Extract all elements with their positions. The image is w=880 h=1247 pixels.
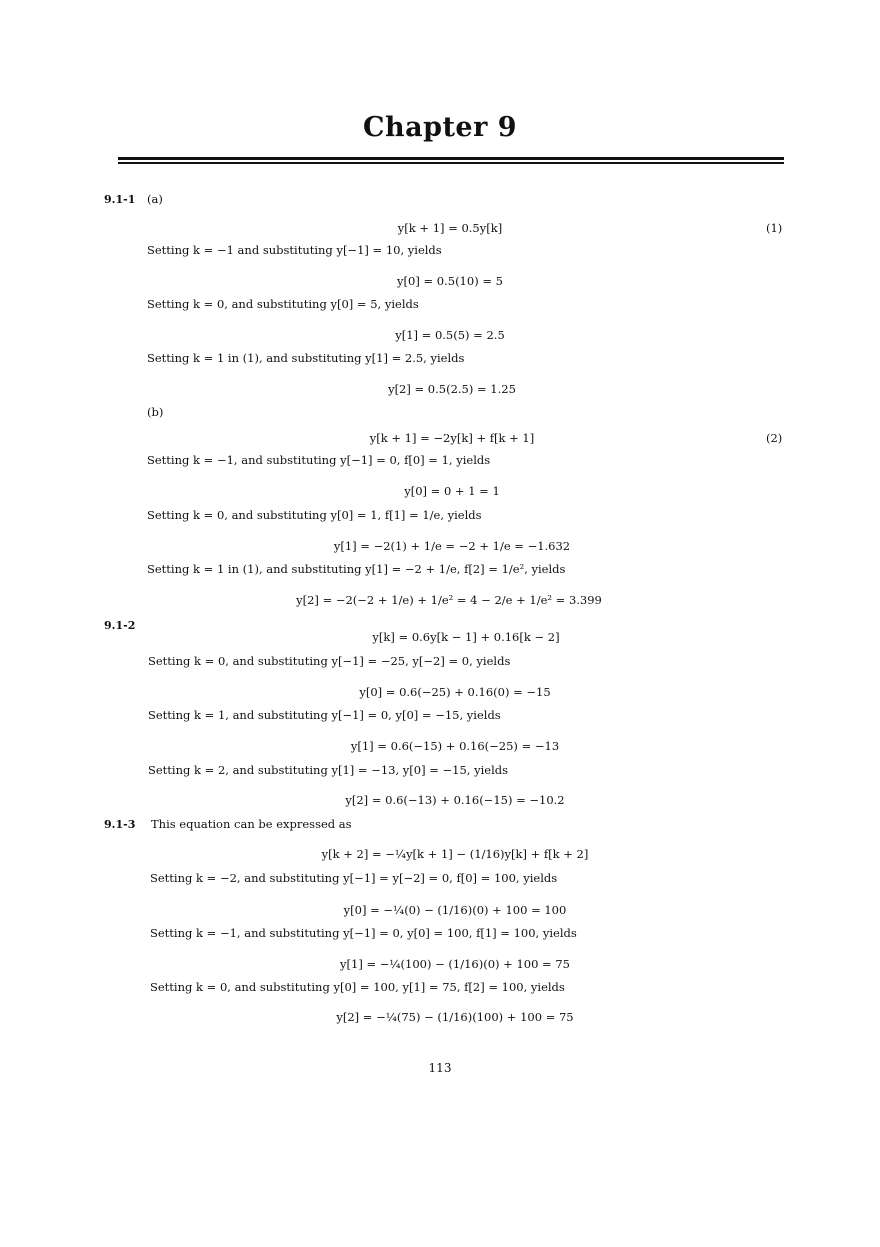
problem-label-9-1-1: 9.1-1 [104,193,136,206]
equation-2-3: y[2] = 0.6(−13) + 0.16(−15) = −10.2 [345,793,565,807]
step-text-b-2: Setting k = 0, and substituting y[0] = 1, f[1] = 1/e, yields [147,508,482,522]
equation-2-2: y[1] = 0.6(−15) + 0.16(−25) = −13 [350,739,560,753]
step-text-2-1: Setting k = 0, and substituting y[−1] = −25, y[−2] = 0, yields [148,654,511,668]
step-text-a-3: Setting k = 1 in (1), and substituting y[1] = 2.5, yields [147,351,465,365]
equation-2-main: y[k] = 0.6y[k − 1] + 0.16[k − 2] [372,630,560,644]
step-text-3-3: Setting k = 0, and substituting y[0] = 100, y[1] = 75, f[2] = 100, yields [150,980,565,994]
step-text-b-3: Setting k = 1 in (1), and substituting y[1] = −2 + 1/e, f[2] = 1/e², yields [147,562,566,576]
equation-a-1: y[k + 1] = 0.5y[k] [397,221,503,235]
equation-3-main: y[k + 2] = −¼y[k + 1] − (1/16)y[k] + f[k + 2] [321,847,589,861]
equation-a-2: y[0] = 0.5(10) = 5 [397,274,503,288]
equation-b-1: y[k + 1] = −2y[k] + f[k + 1] [369,431,535,445]
chapter-title: Chapter 9 [362,112,518,143]
equation-b-2: y[0] = 0 + 1 = 1 [404,484,500,498]
step-text-2-3: Setting k = 2, and substituting y[1] = −13, y[0] = −15, yields [148,763,509,777]
intro-text-3: This equation can be expressed as [151,817,352,831]
part-b-label: (b) [147,405,164,419]
equation-3-3: y[2] = −¼(75) − (1/16)(100) + 100 = 75 [336,1010,574,1024]
equation-number-2: (2) [766,431,783,445]
equation-b-3: y[1] = −2(1) + 1/e = −2 + 1/e = −1.632 [333,539,571,553]
title-rule-thin [118,162,784,164]
problem-label-9-1-3: 9.1-3 [104,818,136,831]
title-rule-thick [118,157,784,160]
part-a-label: (a) [147,192,163,206]
step-text-a-1: Setting k = −1 and substituting y[−1] = 10, yields [147,243,442,257]
page-number: 113 [428,1061,452,1075]
equation-a-4: y[2] = 0.5(2.5) = 1.25 [388,382,516,396]
equation-3-1: y[0] = −¼(0) − (1/16)(0) + 100 = 100 [343,903,567,917]
equation-a-3: y[1] = 0.5(5) = 2.5 [395,328,505,342]
step-text-2-2: Setting k = 1, and substituting y[−1] = 0, y[0] = −15, yields [148,708,501,722]
equation-3-2: y[1] = −¼(100) − (1/16)(0) + 100 = 75 [340,957,570,971]
problem-label-9-1-2: 9.1-2 [104,619,136,632]
step-text-a-2: Setting k = 0, and substituting y[0] = 5, yields [147,297,419,311]
step-text-3-2: Setting k = −1, and substituting y[−1] = 0, y[0] = 100, f[1] = 100, yields [150,926,577,940]
equation-b-4: y[2] = −2(−2 + 1/e) + 1/e² = 4 − 2/e + 1/e² = 3.399 [296,593,602,607]
equation-2-1: y[0] = 0.6(−25) + 0.16(0) = −15 [359,685,551,699]
step-text-b-1: Setting k = −1, and substituting y[−1] = 0, f[0] = 1, yields [147,453,491,467]
step-text-3-1: Setting k = −2, and substituting y[−1] = y[−2] = 0, f[0] = 100, yields [150,871,558,885]
equation-number-1: (1) [766,221,783,235]
